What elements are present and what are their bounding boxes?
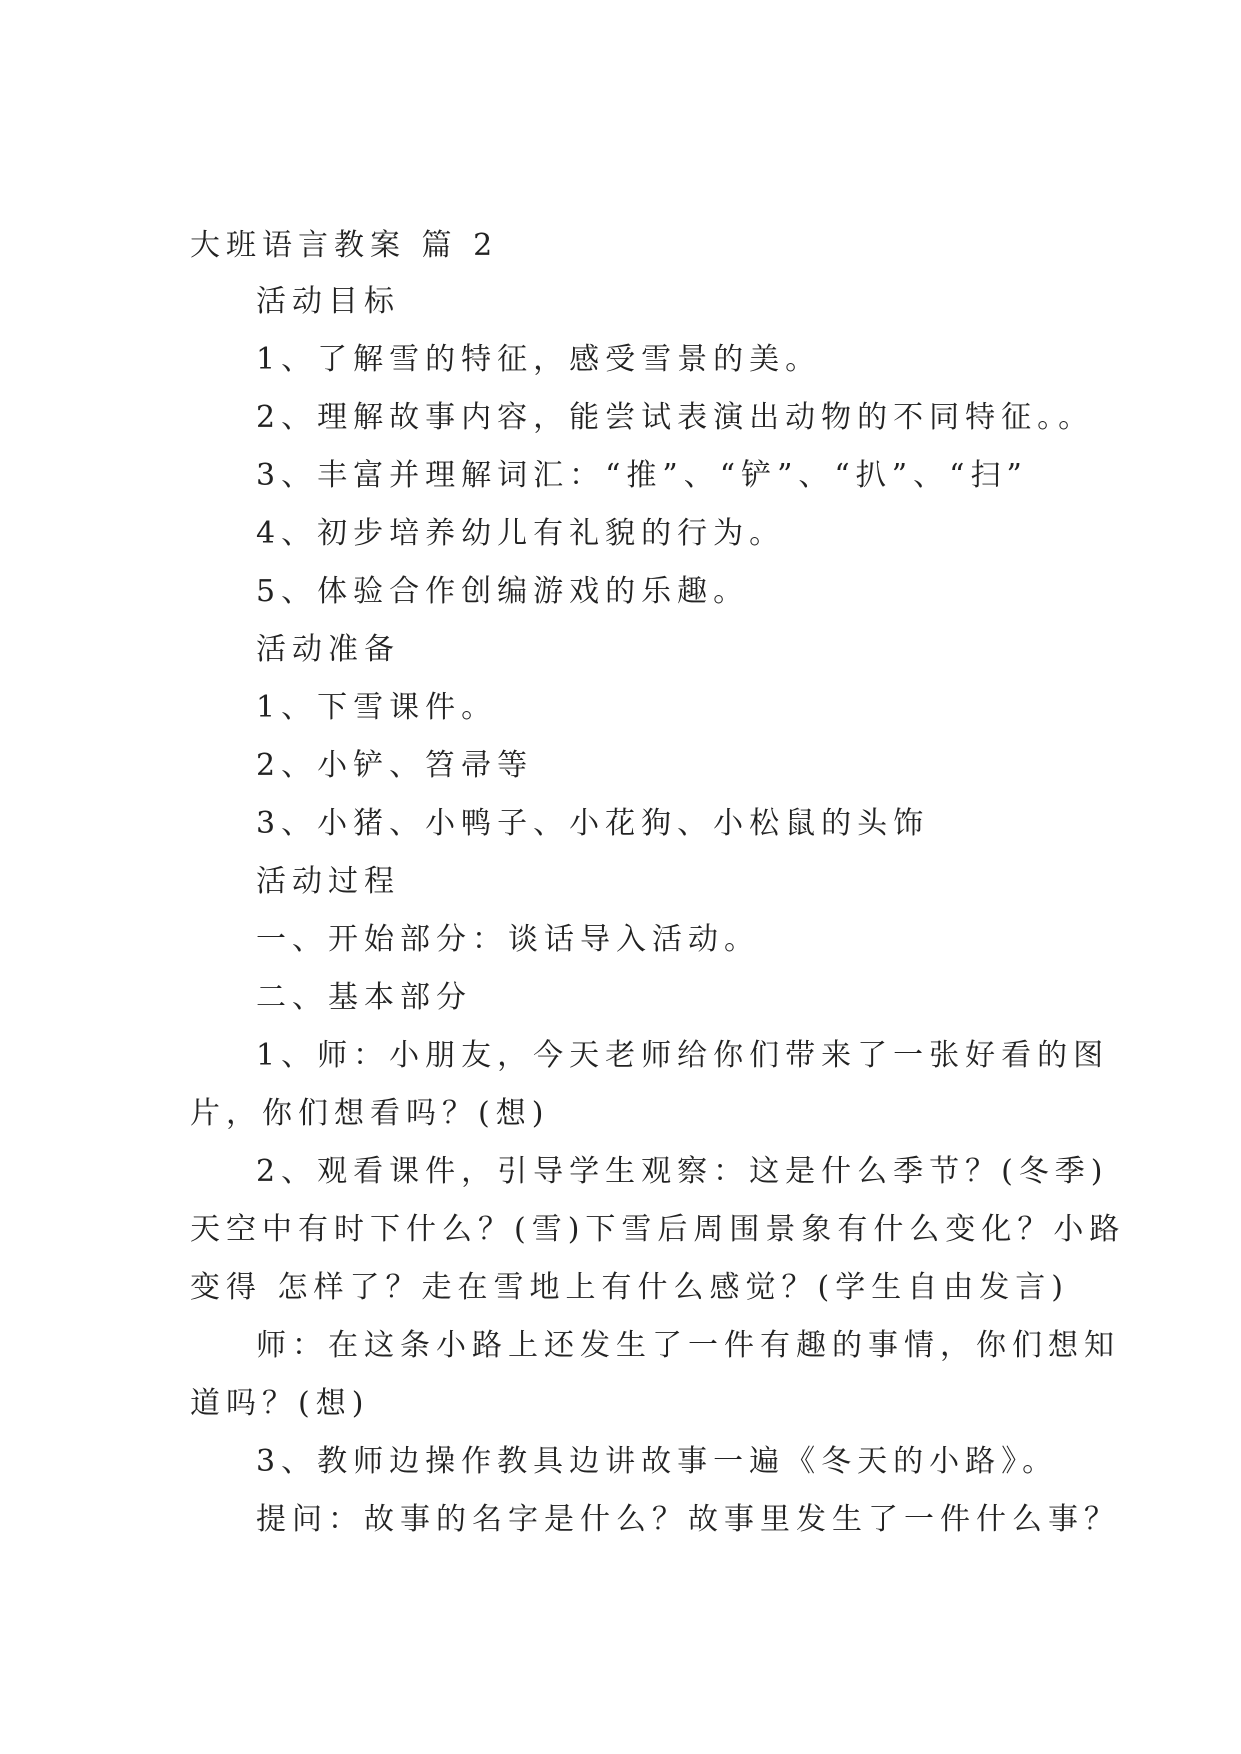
paragraph-line: 1、师：小朋友，今天老师给你们带来了一张好看的图 [256,1038,1110,1073]
paragraph-line: 3、教师边操作教具边讲故事一遍《冬天的小路》。 [256,1444,1059,1479]
paragraph-line: 师：在这条小路上还发生了一件有趣的事情，你们想知 [256,1328,1120,1363]
prep-item-1: 1、下雪课件。 [256,690,498,725]
prep-item-3: 3、小猪、小鸭子、小花狗、小松鼠的头饰 [256,806,930,841]
paragraph-line: 道吗？(想) [190,1386,370,1421]
goal-item-3: 3、丰富并理解词汇：“推”、“铲”、“扒”、“扫” [256,458,1028,493]
process-part-2: 二、基本部分 [256,980,472,1015]
paragraph-line: 变得 怎样了？走在雪地上有什么感觉？(学生自由发言) [190,1270,1069,1305]
section-heading-goals: 活动目标 [256,284,400,319]
goal-item-1: 1、了解雪的特征，感受雪景的美。 [256,342,822,377]
goal-item-5: 5、体验合作创编游戏的乐趣。 [256,574,750,609]
goal-item-4: 4、初步培养幼儿有礼貌的行为。 [256,516,786,551]
goal-item-2: 2、理解故事内容，能尝试表演出动物的不同特征。。 [256,400,1095,435]
document-title: 大班语言教案 篇 2 [190,228,499,263]
paragraph-line: 2、观看课件，引导学生观察：这是什么季节？(冬季) [256,1154,1109,1189]
section-heading-preparation: 活动准备 [256,632,400,667]
paragraph-line: 片，你们想看吗？(想) [190,1096,550,1131]
prep-item-2: 2、小铲、笤帚等 [256,748,534,783]
paragraph-line: 天空中有时下什么？(雪)下雪后周围景象有什么变化？小路 [190,1212,1126,1247]
paragraph-line: 提问：故事的名字是什么？故事里发生了一件什么事？ [256,1502,1120,1537]
process-part-1: 一、开始部分：谈话导入活动。 [256,922,760,957]
section-heading-process: 活动过程 [256,864,400,899]
